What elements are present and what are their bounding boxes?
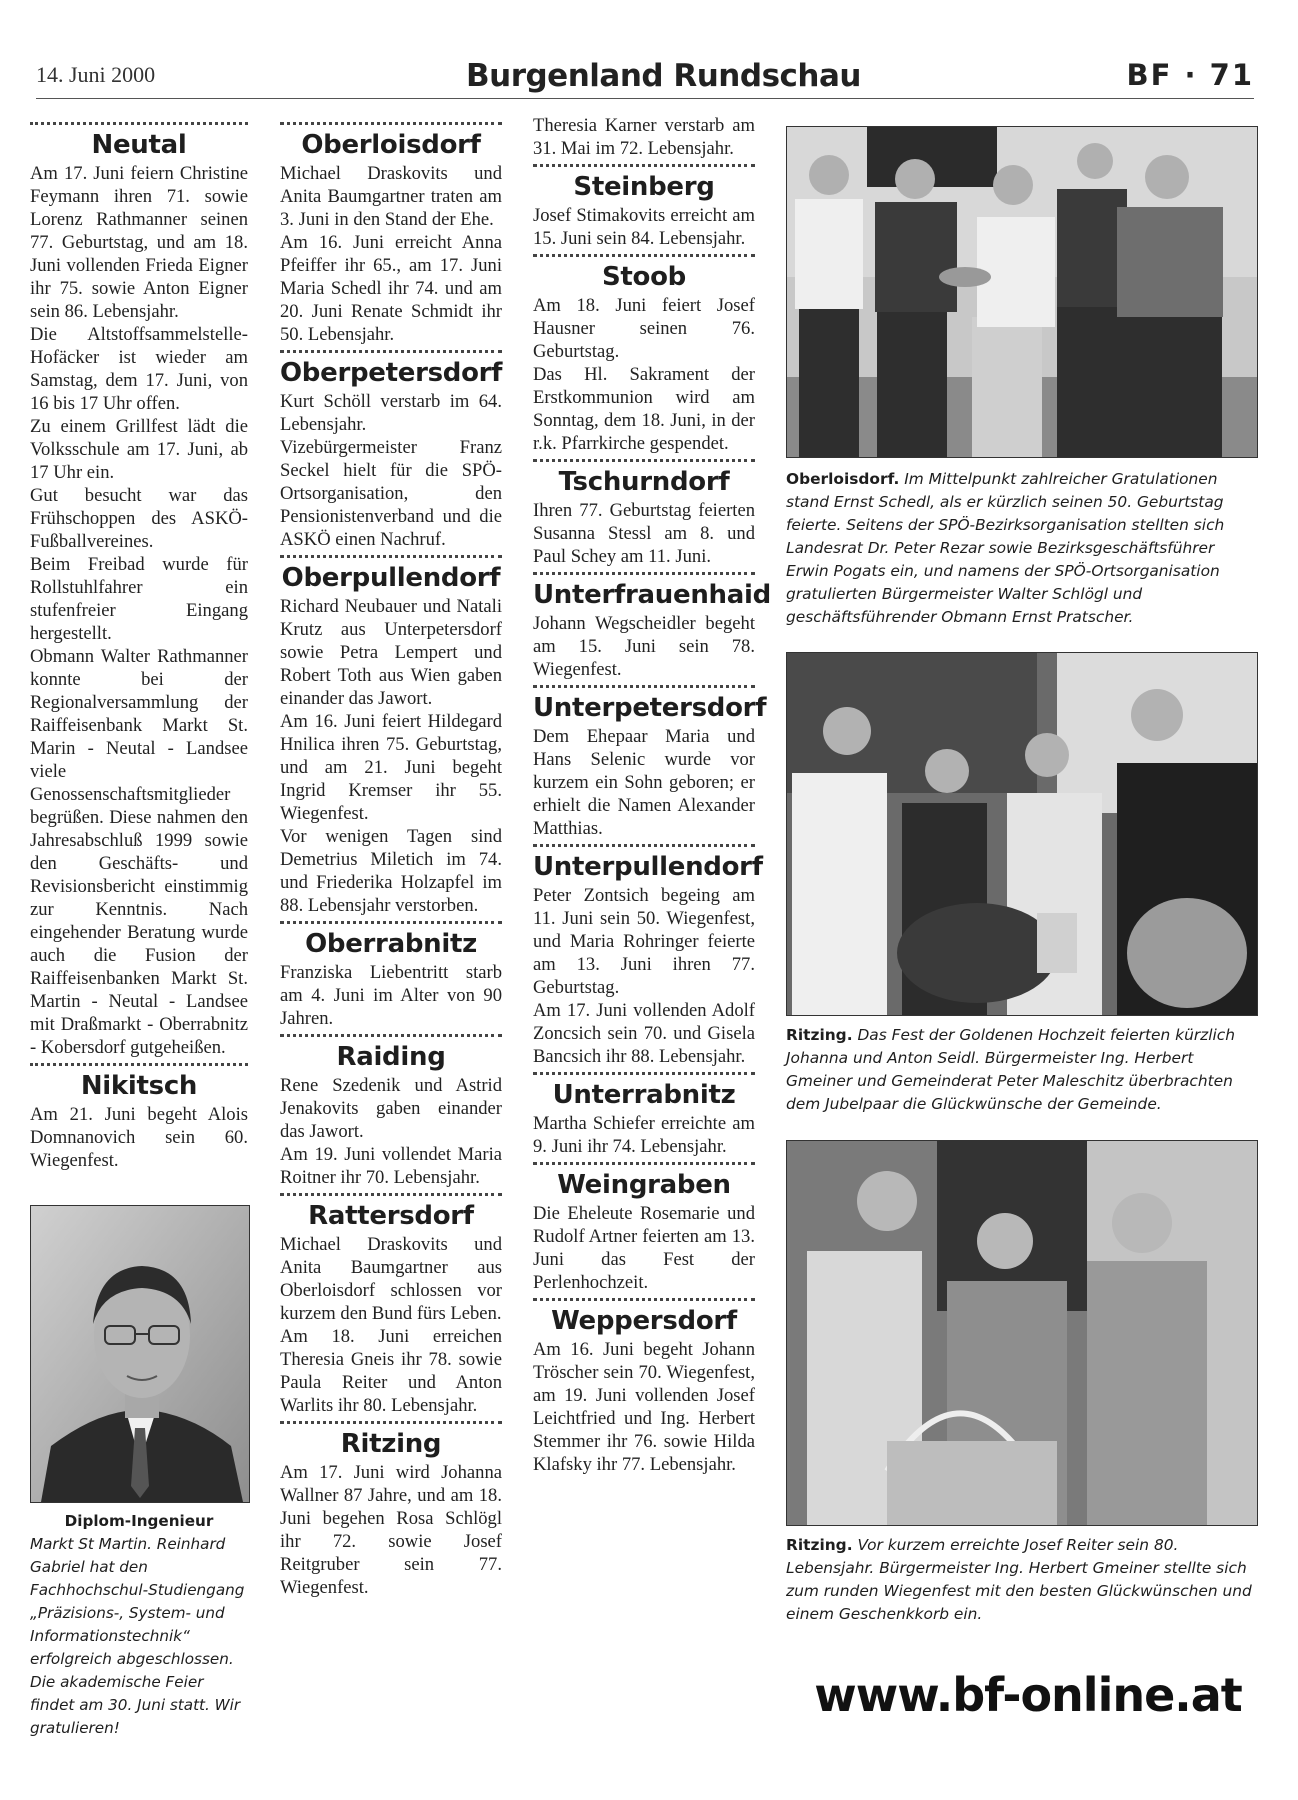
caption-text: Vor kurzem erreichte Josef Reiter sein 80. Lebensjahr. Bürgermeister Ing. Herbert Gmeiner stellte sich zum runden Wiegenfest mit den besten Glückwünschen und einem Geschenkkorb ein. bbox=[786, 1536, 1252, 1623]
section-body bbox=[533, 725, 755, 840]
dotted-divider bbox=[533, 844, 755, 847]
paragraph: Die Eheleute Rosemarie und Rudolf Artner feierten am 13. Juni das Fest der Perlenhochzeit. bbox=[533, 1203, 755, 1293]
portrait-photo bbox=[30, 1205, 250, 1503]
portrait-caption-title: Diplom-Ingenieur bbox=[64, 1512, 214, 1530]
section-body bbox=[533, 884, 755, 1068]
dotted-divider bbox=[533, 254, 755, 257]
section-body bbox=[280, 1074, 502, 1189]
caption-place: Ritzing. bbox=[786, 1026, 853, 1044]
section-body bbox=[280, 162, 502, 346]
paragraph: Beim Freibad wurde für Rollstuhlfahrer ein stufenfreier Eingang hergestellt. bbox=[30, 554, 248, 644]
section-body bbox=[280, 1233, 502, 1417]
paragraph: Franziska Liebentritt starb am 4. Juni im Alter von 90 Jahren. bbox=[280, 962, 502, 1029]
section-heading: Weppersdorf bbox=[551, 1306, 737, 1336]
paragraph: Am 21. Juni begeht Alois Domnanovich sein 60. Wiegenfest. bbox=[30, 1104, 248, 1171]
section-body bbox=[30, 1103, 248, 1172]
dotted-divider bbox=[30, 122, 248, 125]
section-body bbox=[533, 612, 755, 681]
section-heading: Oberrabnitz bbox=[305, 929, 477, 959]
paragraph: Martha Schiefer erreichte am 9. Juni ihr 74. Lebensjahr. bbox=[533, 1113, 755, 1157]
portrait-caption-text: Markt St Martin. Reinhard Gabriel hat den Fachhochschul-Studiengang „Präzisions-, System- und Informationstechnik“ erfolgreich abgeschlossen. Die akademische Feier findet am 30. Juni statt. Wir gratulieren! bbox=[30, 1535, 245, 1737]
paragraph: Rene Szedenik und Astrid Jenakovits gaben einander das Jawort. bbox=[280, 1075, 502, 1142]
section-body bbox=[533, 204, 755, 250]
section-heading: Rattersdorf bbox=[308, 1201, 474, 1231]
column-3 bbox=[533, 115, 771, 1476]
photo-caption bbox=[786, 468, 1256, 629]
section-heading: Oberpetersdorf bbox=[280, 358, 503, 388]
header-rule bbox=[36, 98, 1254, 99]
dotted-divider bbox=[533, 1162, 755, 1165]
dotted-divider bbox=[280, 122, 502, 125]
caption-place: Ritzing. bbox=[786, 1536, 853, 1554]
birthday-image bbox=[787, 1141, 1257, 1525]
section-heading: Unterpetersdorf bbox=[533, 693, 767, 723]
section-heading: Stoob bbox=[602, 262, 686, 292]
paragraph: Zu einem Grillfest lädt die Volksschule am 17. Juni, ab 17 Uhr ein. bbox=[30, 416, 248, 483]
paragraph: Am 19. Juni vollendet Maria Roitner ihr 70. Lebensjahr. bbox=[280, 1144, 502, 1188]
paragraph: Peter Zontsich begeing am 11. Juni sein 50. Wiegenfest, und Maria Rohringer feierte am 13. Juni ihren 77. Geburtstag. bbox=[533, 885, 755, 998]
paragraph: Richard Neubauer und Natali Krutz aus Unterpetersdorf sowie Petra Lempert und Robert Toth aus Wien gaben einander das Jawort. bbox=[280, 596, 502, 709]
paragraph: Ihren 77. Geburtstag feierten Susanna Stessl am 8. und Paul Schey am 11. Juni. bbox=[533, 500, 755, 567]
section-body bbox=[533, 499, 755, 568]
section-heading: Weingraben bbox=[557, 1170, 731, 1200]
paragraph: Am 16. Juni begeht Johann Tröscher sein 70. Wiegenfest, am 19. Juni vollenden Josef Leichtfried und Ing. Herbert Stemmer ihr 76. sowie Hilda Klafsky ihr 77. Lebensjahr. bbox=[533, 1339, 755, 1475]
paragraph: Theresia Karner verstarb am 31. Mai im 72. Lebensjahr. bbox=[533, 115, 755, 159]
section-heading: Oberloisdorf bbox=[301, 130, 481, 160]
paragraph: Michael Draskovits und Anita Baumgartner traten am 3. Juni in den Stand der Ehe. bbox=[280, 163, 502, 230]
portrait-caption bbox=[30, 1510, 248, 1740]
dotted-divider bbox=[533, 572, 755, 575]
dotted-divider bbox=[280, 350, 502, 353]
portrait-man-image bbox=[31, 1206, 249, 1502]
section-heading: Tschurndorf bbox=[558, 467, 730, 497]
paragraph: Am 17. Juni feiern Christine Feymann ihren 71. sowie Lorenz Rathmanner seinen 77. Geburtstag, und am 18. Juni vollenden Frieda Eigner ihr 75. sowie Anton Eigner sein 86. Lebensjahr. bbox=[30, 163, 248, 322]
dotted-divider bbox=[533, 1072, 755, 1075]
caption-text: Das Fest der Goldenen Hochzeit feierten kürzlich Johanna und Anton Seidl. Bürgermeister Ing. Herbert Gmeiner und Gemeinderat Peter Maleschitz überbrachten dem Jubelpaar die Glückwünsche der Gemeinde. bbox=[786, 1026, 1236, 1113]
photo-ritzing-birthday bbox=[786, 1140, 1258, 1526]
dotted-divider bbox=[30, 1063, 248, 1066]
paragraph: Johann Wegscheidler begeht am 15. Juni sein 78. Wiegenfest. bbox=[533, 613, 755, 680]
website-url: www.bf-online.at bbox=[814, 1668, 1242, 1722]
section-body bbox=[533, 1202, 755, 1294]
paragraph: Am 17. Juni vollenden Adolf Zoncsich sein 70. und Gisela Bancsich ihr 88. Lebensjahr. bbox=[533, 1000, 755, 1067]
group-photo-image bbox=[787, 127, 1257, 457]
paragraph: Kurt Schöll verstarb im 64. Lebensjahr. Vizebürgermeister Franz Seckel hielt für die SPÖ-Ortsorganisation, den Pensionistenverband und die ASKÖ einen Nachruf. bbox=[280, 391, 502, 550]
paragraph: Dem Ehepaar Maria und Hans Selenic wurde vor kurzem ein Sohn geboren; er erhielt die Namen Alexander Matthias. bbox=[533, 726, 755, 839]
paragraph: Am 18. Juni feiert Josef Hausner seinen 76. Geburtstag. bbox=[533, 295, 755, 362]
page-number: BF · 71 bbox=[1126, 58, 1254, 92]
section-body bbox=[280, 595, 502, 917]
section-heading: Steinberg bbox=[573, 172, 715, 202]
golden-wedding-image bbox=[787, 653, 1257, 1015]
dotted-divider bbox=[280, 1034, 502, 1037]
paragraph: Am 16. Juni erreicht Anna Pfeiffer ihr 65., am 17. Juni Maria Schedl ihr 74. und am 20. Juni Renate Schmidt ihr 50. Lebensjahr. bbox=[280, 232, 502, 345]
section-heading: Unterrabnitz bbox=[552, 1080, 736, 1110]
issue-date: 14. Juni 2000 bbox=[36, 62, 156, 87]
photo-oberloisdorf-group bbox=[786, 126, 1258, 458]
caption-place: Oberloisdorf. bbox=[786, 470, 900, 488]
section-heading: Oberpullendorf bbox=[281, 563, 501, 593]
paragraph: Am 17. Juni wird Johanna Wallner 87 Jahre, und am 18. Juni begehen Rosa Schlögl ihr 72. sowie Josef Reitgruber sein 77. Wiegenfest. bbox=[280, 1462, 502, 1598]
dotted-divider bbox=[533, 164, 755, 167]
section-heading: Unterpullendorf bbox=[533, 852, 763, 882]
dotted-divider bbox=[280, 1193, 502, 1196]
paragraph: Am 18. Juni erreichen Theresia Gneis ihr 78. sowie Paula Reiter und Anton Warlits ihr 80. Lebensjahr. bbox=[280, 1326, 502, 1416]
caption-text: Im Mittelpunkt zahlreicher Gratulationen stand Ernst Schedl, als er kürzlich seinen 50. Geburtstag feierte. Seitens der SPÖ-Bezirksorganisation stellten sich Landesrat Dr. Peter Rezar sowie Bezirksgeschäftsführer Erwin Pogats ein, und namens der SPÖ-Ortsorganisation gratulierten Bürgermeister Walter Schlögl und geschäftsführender Obmann Ernst Pratscher. bbox=[786, 470, 1225, 626]
section-body bbox=[30, 162, 248, 1059]
column-1 bbox=[30, 118, 248, 1172]
dotted-divider bbox=[533, 459, 755, 462]
section-body bbox=[533, 1112, 755, 1158]
paragraph: Am 16. Juni feiert Hildegard Hnilica ihren 75. Geburtstag, und am 21. Juni begeht Ingrid Kremser ihr 55. Wiegenfest. bbox=[280, 711, 502, 824]
section-title: Burgenland Rundschau bbox=[466, 58, 861, 94]
paragraph: Das Hl. Sakrament der Erstkommunion wird am Sonntag, dem 18. Juni, in der r.k. Pfarrkirche gespendet. bbox=[533, 364, 755, 454]
paragraph: Obmann Walter Rathmanner konnte bei der Regionalversammlung der Raiffeisenbank Markt St. Marin - Neutal - Landsee viele Genossenschaftsmitglieder begrüßen. Diese nahmen den Jahresabschluß 1999 sowie den Geschäfts- und Revisionsbericht einstimmig zur Kenntnis. Nach eingehender Beratung wurde auch die Fusion der Raiffeisenbanken Markt St. Martin - Neutal - Landsee mit Draßmarkt - Oberrabnitz - Kobersdorf gutgeheißen. bbox=[30, 646, 248, 1058]
section-body bbox=[280, 1461, 502, 1599]
section-heading: Ritzing bbox=[340, 1429, 442, 1459]
dotted-divider bbox=[280, 1421, 502, 1424]
section-body bbox=[533, 294, 755, 455]
paragraph: Vor wenigen Tagen sind Demetrius Miletich im 74. und Friederika Holzapfel im 88. Lebensjahr verstorben. bbox=[280, 826, 502, 916]
dotted-divider bbox=[533, 1298, 755, 1301]
section-heading: Nikitsch bbox=[80, 1071, 198, 1101]
photo-ritzing-golden-wedding bbox=[786, 652, 1258, 1016]
paragraph: Gut besucht war das Frühschoppen des ASKÖ-Fußballvereines. bbox=[30, 485, 248, 552]
photo-caption bbox=[786, 1534, 1256, 1626]
photo-caption bbox=[786, 1024, 1256, 1116]
paragraph: Die Altstoffsammelstelle-Hofäcker ist wieder am Samstag, dem 17. Juni, von 16 bis 17 Uhr offen. bbox=[30, 324, 248, 414]
dotted-divider bbox=[280, 921, 502, 924]
section-body-continued bbox=[533, 114, 755, 160]
paragraph: Michael Draskovits und Anita Baumgartner aus Oberloisdorf schlossen vor kurzem den Bund fürs Leben. bbox=[280, 1234, 502, 1324]
section-body bbox=[533, 1338, 755, 1476]
section-heading: Neutal bbox=[91, 130, 187, 160]
section-heading: Unterfrauenhaid bbox=[533, 580, 771, 610]
column-2 bbox=[280, 118, 502, 1599]
section-body bbox=[280, 390, 502, 551]
dotted-divider bbox=[280, 555, 502, 558]
dotted-divider bbox=[533, 685, 755, 688]
page-header bbox=[36, 60, 1254, 98]
section-body bbox=[280, 961, 502, 1030]
paragraph: Josef Stimakovits erreicht am 15. Juni sein 84. Lebensjahr. bbox=[533, 205, 755, 249]
section-heading: Raiding bbox=[336, 1042, 446, 1072]
